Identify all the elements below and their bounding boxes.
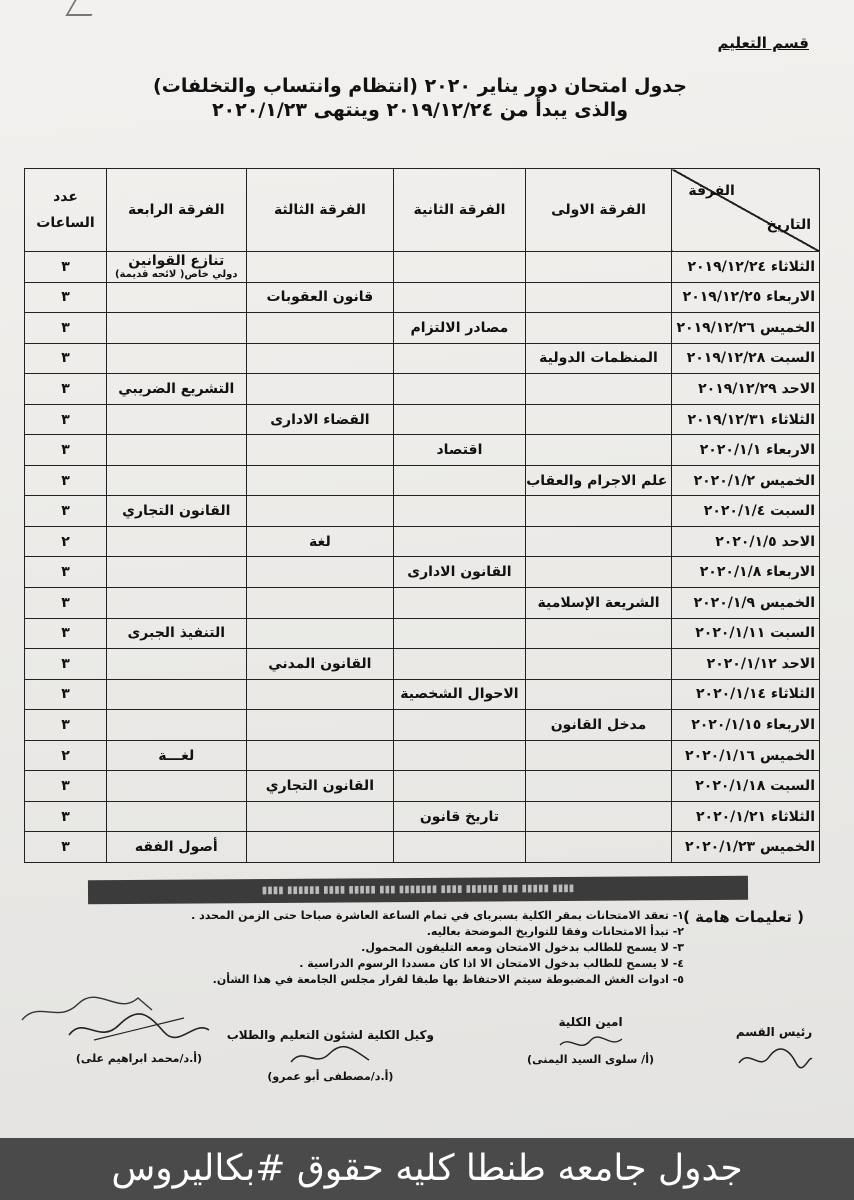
date-cell	[672, 435, 820, 466]
date-cell-text: الخميس ٢٠١٩/١٢/٢٦	[676, 319, 815, 336]
fourth-year-cell-text: التنفيذ الجبرى	[127, 625, 226, 642]
title-line-2: والذى يبدأ من ٢٠١٩/١٢/٢٤ وينتهى ٢٠٢٠/١/٢٣	[211, 99, 629, 121]
first-year-cell	[525, 832, 672, 863]
dean-name: (أ.د/محمد ابراهيم على)	[75, 1052, 203, 1065]
date-cell-text: الخميس ٢٠٢٠/١/١٦	[685, 747, 815, 764]
second-year-cell	[394, 435, 525, 466]
table-row	[25, 496, 820, 527]
date-cell	[672, 740, 820, 771]
hours-cell-text: ٣	[61, 839, 70, 856]
fourth-year-cell	[106, 313, 246, 344]
hours-cell-text: ٣	[61, 778, 70, 795]
hours-cell-text: ٣	[61, 655, 70, 672]
first-year-cell	[525, 496, 672, 527]
third-year-cell	[246, 710, 394, 741]
second-year-cell	[394, 649, 525, 680]
first-year-cell	[525, 618, 672, 649]
third-year-cell	[246, 679, 394, 710]
margin-scribble-icon	[18, 990, 158, 1030]
table-row	[25, 343, 820, 374]
fourth-year-cell	[106, 282, 246, 313]
third-year-cell-text: القانون التجاري	[265, 778, 374, 795]
date-cell-text: الثلاثاء ٢٠١٩/١٢/٢٤	[687, 258, 815, 275]
first-year-cell	[525, 313, 672, 344]
notes-list	[44, 908, 684, 988]
second-year-cell	[394, 313, 525, 344]
hours-cell-text: ٣	[61, 503, 70, 520]
date-cell-text: الاربعاء ٢٠١٩/١٢/٢٥	[682, 289, 815, 306]
table-row	[25, 710, 820, 741]
hours-cell-text: ٣	[61, 258, 70, 275]
hours-cell	[25, 832, 107, 863]
note-item: ٣- لا يسمح للطالب بدخول الامتحان ومعه التليفون المحمول.	[361, 941, 684, 954]
third-year-cell	[246, 252, 394, 283]
header-second-year: الفرقة الثانية	[394, 169, 525, 252]
hours-cell	[25, 465, 107, 496]
first-year-cell	[525, 740, 672, 771]
date-cell	[672, 465, 820, 496]
second-year-cell	[394, 374, 525, 405]
note-item: ٤- لا يسمح للطالب بدخول الامتحان الا اذا كان مسددا الرسوم الدراسية .	[299, 957, 684, 970]
head-of-department-signature	[734, 1025, 814, 1073]
third-year-cell-text: القانون المدني	[268, 655, 372, 672]
third-year-cell	[246, 740, 394, 771]
table-row	[25, 832, 820, 863]
second-year-cell	[394, 588, 525, 619]
second-year-cell	[394, 282, 525, 313]
third-year-cell-text: قانون العقوبات	[266, 289, 374, 306]
date-cell	[672, 557, 820, 588]
third-year-cell	[246, 374, 394, 405]
table-row	[25, 526, 820, 557]
date-cell-text: السبت ٢٠٢٠/١/٤	[703, 503, 815, 520]
date-cell	[672, 496, 820, 527]
second-year-cell-text: مصادر الالتزام	[410, 319, 509, 336]
second-year-cell	[394, 496, 525, 527]
hours-cell	[25, 557, 107, 588]
third-year-cell	[246, 282, 394, 313]
first-year-cell	[525, 710, 672, 741]
fourth-year-cell	[106, 465, 246, 496]
date-cell	[672, 801, 820, 832]
hours-cell	[25, 435, 107, 466]
hours-cell	[25, 313, 107, 344]
date-cell-text: الاحد ٢٠٢٠/١/٥	[715, 533, 815, 550]
table-row	[25, 588, 820, 619]
handwritten-signature-icon	[556, 1031, 626, 1053]
hours-cell	[25, 649, 107, 680]
first-year-cell-text: علم الاجرام والعقاب	[526, 472, 668, 489]
second-year-cell	[394, 771, 525, 802]
table-row	[25, 679, 820, 710]
table-row	[25, 465, 820, 496]
date-cell	[672, 771, 820, 802]
note-item: ٢- تبدأ الامتحانات وفقا للتواريخ الموضحة بعاليه.	[426, 925, 684, 938]
page-corner-mark	[65, 0, 100, 16]
hours-cell	[25, 618, 107, 649]
first-year-cell	[525, 374, 672, 405]
third-year-cell	[246, 557, 394, 588]
hours-cell-text: ٣	[61, 350, 70, 367]
third-year-cell	[246, 404, 394, 435]
department-label: قسم التعليم	[717, 34, 809, 52]
header-date-label: التاريخ	[766, 217, 811, 233]
table-row	[25, 282, 820, 313]
date-cell	[672, 343, 820, 374]
table-row	[25, 740, 820, 771]
fourth-year-subtext: دولي خاص( لائحه قديمة)	[114, 269, 238, 281]
hours-cell-text: ٣	[61, 625, 70, 642]
handwritten-signature-icon	[285, 1044, 375, 1070]
hours-cell-text: ٢	[61, 533, 70, 550]
date-cell	[672, 526, 820, 557]
hours-cell	[25, 404, 107, 435]
third-year-cell	[246, 435, 394, 466]
date-cell	[672, 404, 820, 435]
fourth-year-cell	[106, 343, 246, 374]
date-cell-text: الثلاثاء ٢٠١٩/١٢/٣١	[687, 411, 815, 428]
second-year-cell	[394, 404, 525, 435]
date-cell	[672, 679, 820, 710]
fourth-year-cell	[106, 374, 246, 405]
second-year-cell	[394, 710, 525, 741]
hours-cell-text: ٣	[61, 289, 70, 306]
date-cell	[672, 832, 820, 863]
second-year-cell-text: اقتصاد	[436, 442, 483, 459]
faint-stamp-strip: ▮▮▮▮ ▮▮▮▮▮ ▮▮▮ ▮▮▮▮▮▮ ▮▮▮▮ ▮▮▮▮▮▮▮ ▮▮▮ ▮▮▮▮▮ ▮▮▮▮ ▮▮▮▮▮▮ ▮▮▮▮	[88, 876, 748, 905]
hours-cell	[25, 526, 107, 557]
fourth-year-cell	[106, 588, 246, 619]
date-cell	[672, 618, 820, 649]
note-item: ١- تعقد الامتحانات بمقر الكلية بسبرباى في تمام الساعة العاشرة صباحا حتى الزمن المحدد .	[191, 909, 684, 922]
fourth-year-cell	[106, 771, 246, 802]
hours-cell	[25, 374, 107, 405]
first-year-cell	[525, 557, 672, 588]
first-year-cell	[525, 588, 672, 619]
first-year-cell	[525, 801, 672, 832]
third-year-cell	[246, 649, 394, 680]
date-cell-text: الثلاثاء ٢٠٢٠/١/٢١	[696, 808, 815, 825]
vice-dean-name: (أ.د/مصطفى أبو عمرو)	[267, 1070, 394, 1083]
header-group-label: الفرقة	[688, 183, 735, 199]
date-cell	[672, 282, 820, 313]
hours-cell	[25, 771, 107, 802]
fourth-year-cell	[106, 801, 246, 832]
date-cell	[672, 588, 820, 619]
header-first-year: الفرقة الاولى	[525, 169, 672, 252]
second-year-cell	[394, 679, 525, 710]
hours-cell	[25, 252, 107, 283]
hours-cell	[25, 679, 107, 710]
fourth-year-cell	[106, 679, 246, 710]
third-year-cell	[246, 832, 394, 863]
date-cell	[672, 313, 820, 344]
first-year-cell	[525, 679, 672, 710]
table-row	[25, 252, 820, 283]
fourth-year-cell	[106, 404, 246, 435]
hours-cell	[25, 801, 107, 832]
hours-cell-text: ٣	[61, 808, 70, 825]
hours-cell-text: ٣	[61, 411, 70, 428]
fourth-year-cell	[106, 618, 246, 649]
first-year-cell	[525, 404, 672, 435]
hours-cell-text: ٣	[61, 472, 70, 489]
date-cell-text: الخميس ٢٠٢٠/١/٩	[693, 594, 815, 611]
hours-cell-text: ٣	[61, 716, 70, 733]
first-year-cell	[525, 435, 672, 466]
first-year-cell	[525, 771, 672, 802]
secretary-name: (أ/ سلوى السيد اليمنى)	[527, 1053, 654, 1066]
fourth-year-cell	[106, 526, 246, 557]
date-cell-text: الاحد ٢٠٢٠/١/١٢	[706, 655, 815, 672]
vice-dean-signature	[227, 1028, 434, 1083]
third-year-cell	[246, 618, 394, 649]
table-row	[25, 557, 820, 588]
image-caption: جدول جامعه طنطا كليه حقوق #بكاليروس	[111, 1148, 743, 1189]
third-year-cell	[246, 588, 394, 619]
fourth-year-cell	[106, 252, 246, 283]
date-cell-text: الاربعاء ٢٠٢٠/١/١	[699, 442, 815, 459]
hours-cell	[25, 740, 107, 771]
fourth-year-cell-text: القانون التجاري	[122, 503, 231, 520]
second-year-cell	[394, 526, 525, 557]
schedule-rows	[25, 252, 820, 863]
table-row	[25, 435, 820, 466]
date-cell-text: الثلاثاء ٢٠٢٠/١/١٤	[696, 686, 815, 703]
fourth-year-cell	[106, 710, 246, 741]
table-row	[25, 618, 820, 649]
table-row	[25, 649, 820, 680]
first-year-cell-text: الشريعة الإسلامية	[537, 594, 660, 611]
header-third-year: الفرقة الثالثة	[246, 169, 394, 252]
fourth-year-cell	[106, 649, 246, 680]
table-row	[25, 404, 820, 435]
second-year-cell	[394, 343, 525, 374]
hours-cell	[25, 343, 107, 374]
date-cell-text: الاحد ٢٠١٩/١٢/٢٩	[698, 380, 815, 397]
first-year-cell	[525, 282, 672, 313]
hours-cell-text: ٣	[61, 442, 70, 459]
header-hours: عدد الساعات	[25, 169, 107, 252]
second-year-cell-text: الاحوال الشخصية	[400, 686, 519, 703]
fourth-year-cell	[106, 557, 246, 588]
table-row	[25, 771, 820, 802]
hours-cell-text: ٢	[61, 747, 70, 764]
date-cell	[672, 252, 820, 283]
date-cell-text: الاربعاء ٢٠٢٠/١/١٥	[691, 716, 815, 733]
hours-cell	[25, 496, 107, 527]
third-year-cell-text: لغة	[309, 533, 331, 550]
hours-cell-text: ٣	[61, 319, 70, 336]
date-cell-text: الخميس ٢٠٢٠/١/٢	[693, 472, 815, 489]
hours-cell	[25, 710, 107, 741]
handwritten-signature-icon	[734, 1043, 814, 1073]
fourth-year-cell	[106, 740, 246, 771]
third-year-cell	[246, 801, 394, 832]
hours-cell	[25, 588, 107, 619]
hours-cell-text: ٣	[61, 594, 70, 611]
exam-schedule-table	[24, 168, 820, 863]
date-cell-text: السبت ٢٠٢٠/١/١١	[695, 625, 815, 642]
second-year-cell	[394, 465, 525, 496]
fourth-year-cell	[106, 832, 246, 863]
notes-heading: ( تعليمات هامة )	[683, 908, 804, 926]
first-year-cell	[525, 343, 672, 374]
college-secretary-signature	[527, 1015, 654, 1066]
second-year-cell	[394, 252, 525, 283]
second-year-cell	[394, 832, 525, 863]
second-year-cell	[394, 557, 525, 588]
corner-header-cell	[672, 169, 820, 252]
table-header-row	[25, 169, 820, 252]
fourth-year-cell-text: تنازع القوانين	[128, 253, 225, 270]
date-cell	[672, 649, 820, 680]
head-title: رئيس القسم	[735, 1025, 813, 1039]
third-year-cell	[246, 526, 394, 557]
vice-dean-title: وكيل الكلية لشئون التعليم والطلاب	[226, 1028, 434, 1042]
table-row	[25, 374, 820, 405]
third-year-cell	[246, 465, 394, 496]
fourth-year-cell	[106, 435, 246, 466]
first-year-cell	[525, 252, 672, 283]
date-cell	[672, 374, 820, 405]
document-title	[150, 74, 690, 122]
second-year-cell	[394, 801, 525, 832]
table-row	[25, 313, 820, 344]
table-row	[25, 801, 820, 832]
header-fourth-year: الفرقة الرابعة	[106, 169, 246, 252]
second-year-cell	[394, 618, 525, 649]
first-year-cell	[525, 465, 672, 496]
second-year-cell-text: القانون الادارى	[407, 564, 512, 581]
fourth-year-cell-text: التشريع الضريبي	[118, 380, 235, 397]
fourth-year-cell-text: أصول الفقه	[134, 839, 218, 856]
second-year-cell-text: تاريخ قانون	[419, 808, 500, 825]
third-year-cell	[246, 313, 394, 344]
hours-cell-text: ٣	[61, 380, 70, 397]
date-cell-text: السبت ٢٠٢٠/١/١٨	[695, 778, 815, 795]
note-item: ٥- ادوات الغش المضبوطة سيتم الاحتفاظ بها طبقا لقرار مجلس الجامعة في هذا الشأن.	[212, 973, 684, 986]
fourth-year-cell	[106, 496, 246, 527]
second-year-cell	[394, 740, 525, 771]
third-year-cell-text: القضاء الادارى	[270, 411, 370, 428]
third-year-cell	[246, 496, 394, 527]
hours-cell-text: ٣	[61, 686, 70, 703]
hours-cell	[25, 282, 107, 313]
date-cell-text: السبت ٢٠١٩/١٢/٢٨	[686, 350, 815, 367]
date-cell-text: الاربعاء ٢٠٢٠/١/٨	[699, 564, 815, 581]
date-cell	[672, 710, 820, 741]
third-year-cell	[246, 343, 394, 374]
third-year-cell	[246, 771, 394, 802]
date-cell-text: الخميس ٢٠٢٠/١/٢٣	[685, 839, 815, 856]
hours-cell-text: ٣	[61, 564, 70, 581]
first-year-cell	[525, 526, 672, 557]
first-year-cell	[525, 649, 672, 680]
first-year-cell-text: المنظمات الدولية	[539, 350, 658, 367]
secretary-title: امين الكلية	[558, 1015, 623, 1029]
fourth-year-cell-text: لغـــة	[158, 747, 195, 764]
title-line-1: جدول امتحان دور يناير ٢٠٢٠ (انتظام وانتساب والتخلفات)	[153, 75, 687, 97]
first-year-cell-text: مدخل القانون	[550, 716, 647, 733]
